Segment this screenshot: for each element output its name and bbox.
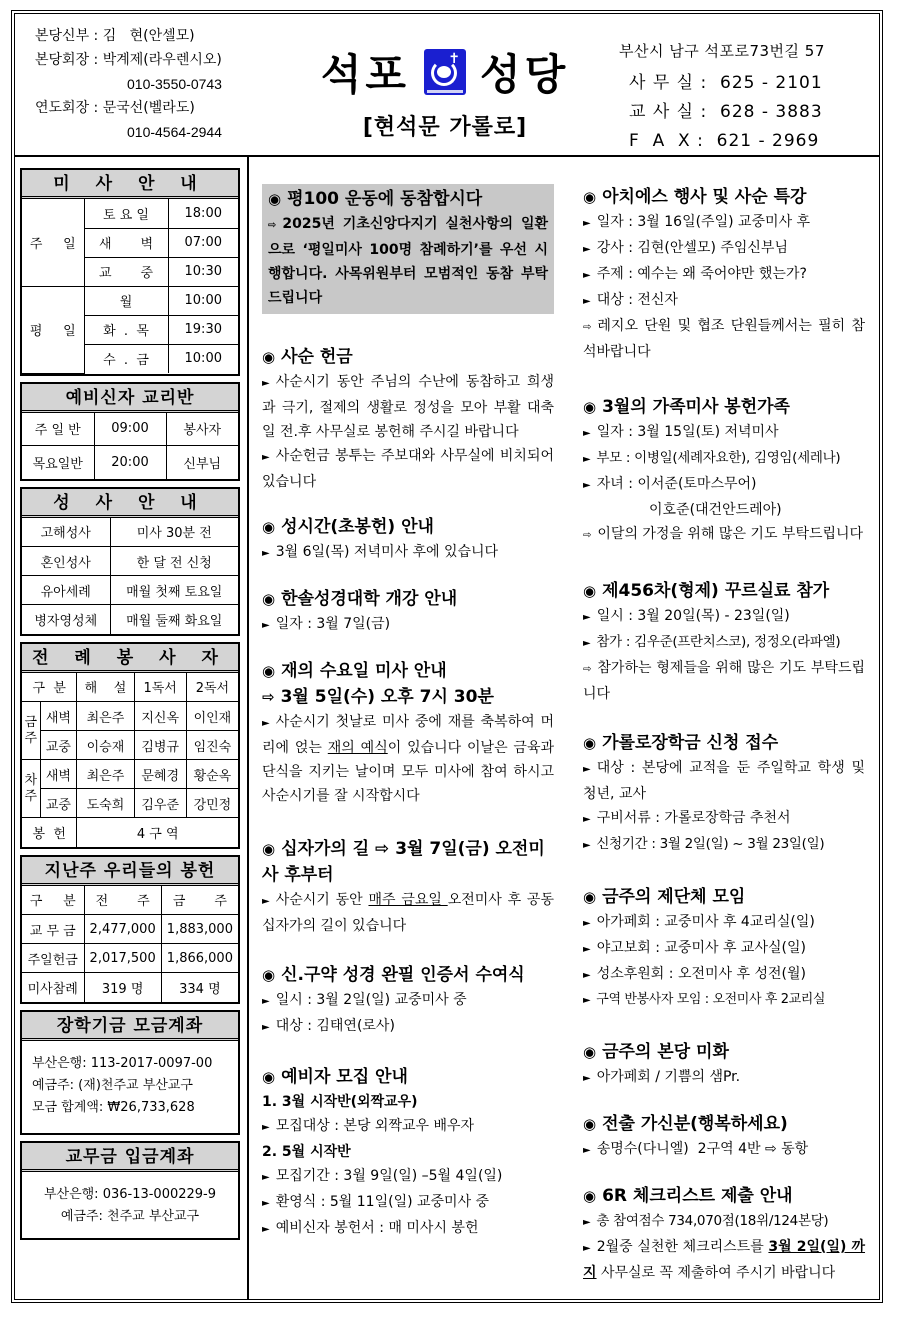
text: 2월중 실천한 체크리스트를	[596, 1239, 769, 1255]
section-bullet-icon: ◉	[262, 518, 276, 536]
table-row	[22, 518, 238, 547]
text: 한 달 전 신청	[110, 547, 238, 576]
table-row	[22, 673, 238, 702]
title-right: 성당	[480, 50, 570, 99]
text: 최은주	[77, 702, 134, 731]
pointer-icon: ►	[583, 612, 591, 623]
text: 화 . 목	[84, 315, 168, 344]
text: 교 중	[84, 257, 168, 286]
text: 09:00	[94, 413, 166, 446]
text: 교 사 실	[629, 102, 695, 122]
text: 레지오 단원 및 협조 단원들께서는 필히 참석바랍니다	[583, 318, 865, 360]
column-divider	[247, 157, 249, 1299]
text: 문국선(벨라도)	[102, 100, 195, 116]
text: 주 일	[22, 199, 84, 286]
text: 토 요 일	[84, 199, 168, 228]
table-row	[22, 944, 238, 973]
text: 매월 둘째 화요일	[110, 605, 238, 634]
text: 도숙희	[77, 789, 134, 818]
text: 강사 : 김현(안셀모) 주임신부님	[596, 240, 788, 256]
table-row	[22, 576, 238, 605]
text: 부산은행: 113-2017-0097-00	[32, 1055, 213, 1071]
offering-title: 지난주 우리들의 봉헌	[22, 857, 238, 886]
section-bullet-icon: ◉	[262, 966, 276, 984]
table-row	[22, 413, 238, 446]
dues-account-box	[20, 1141, 240, 1240]
dues-account-body	[22, 1172, 238, 1238]
table-row	[22, 731, 238, 760]
cursillo-section	[583, 578, 865, 706]
arrow-icon: ⇨	[268, 220, 277, 231]
pointer-icon: ►	[583, 1145, 591, 1156]
text: 새벽	[40, 760, 77, 789]
text: 일자 : 3월 16일(주일) 교중미사 후	[596, 214, 811, 230]
text: 평 일	[22, 286, 84, 373]
table-row	[22, 547, 238, 576]
parish-staff	[35, 24, 222, 144]
text: 교중	[40, 731, 77, 760]
president-phone: 010-3550-0743	[127, 76, 222, 92]
weekday-mass-campaign	[262, 184, 554, 314]
pastor-row: 본당신부 : 김 현(안셀모)	[35, 28, 195, 44]
address: 부산시 남구 석포로73번길 57	[619, 42, 825, 60]
sacraments-table	[22, 518, 238, 634]
text: 07:00	[168, 228, 238, 257]
section-bullet-icon: ◉	[583, 1043, 597, 1061]
text: 구비서류 : 가롤로장학금 추천서	[596, 810, 791, 826]
text: 1. 3월 시작반(외짝교우)	[262, 1094, 418, 1110]
text: 이호준(대건안드레아)	[649, 502, 782, 518]
text: 수 . 금	[84, 344, 168, 373]
lent-offering-section	[262, 344, 554, 494]
pointer-icon: ►	[583, 1073, 591, 1084]
text: 2025년 기초신앙다지기 실천사항의 일환으로 ‘평일미사 100명 참례하기’를 우선 시행합니다. 사목위원부터 모범적인 동참 부탁드립니다	[268, 216, 548, 306]
text: 6R 체크리스트 제출 안내	[602, 1186, 793, 1206]
text: 예금주: 천주교 부산교구	[60, 1208, 200, 1224]
text: 최은주	[77, 760, 134, 789]
pointer-icon: ►	[583, 840, 591, 851]
text: 일자 : 3월 7일(금)	[275, 616, 391, 632]
text: 한솔성경대학 개강 안내	[281, 589, 458, 609]
text: 2,017,500	[84, 944, 161, 973]
text: 4 구 역	[77, 818, 238, 847]
table-row	[22, 818, 238, 847]
parish-contact	[619, 40, 825, 156]
ash-wednesday-section	[262, 658, 554, 808]
mass-schedule-table	[22, 199, 238, 374]
text: 대상 : 본당에 교적을 둔 주일학교 학생 및 청년, 교사	[583, 760, 865, 802]
title-left: 석포	[320, 50, 410, 99]
text: 사무실로 꼭 제출하여 주시기 바랍니다	[596, 1265, 836, 1281]
table-row	[22, 915, 238, 944]
office-phone: 사 무 실 : 625 - 2101	[629, 73, 823, 93]
section-bullet-icon: ◉	[262, 662, 276, 680]
pointer-icon: ►	[583, 1243, 591, 1254]
text: 신부님	[166, 446, 238, 479]
text: 대상 : 김태연(로사)	[275, 1018, 395, 1034]
table-row	[22, 973, 238, 1002]
text: 주 일 반	[22, 413, 94, 446]
text: 구역 반봉사자 모임 : 오전미사 후 2교리실	[596, 992, 826, 1007]
text: 이 있습니다 이날은 금육과 단식을 지키는 날이며 모두 미사에 참여 하시고 사순시기를 잘 시작합시다	[262, 740, 554, 804]
scholarship-account-body	[22, 1041, 238, 1133]
pointer-icon: ►	[262, 996, 270, 1007]
text: 2,477,000	[84, 915, 161, 944]
text: 강민정	[186, 789, 238, 818]
bulletin-header	[15, 14, 879, 157]
text: 환영식 : 5월 11일(일) 교중미사 중	[275, 1194, 490, 1210]
checklist-section	[583, 1183, 865, 1285]
text: 매월 첫째 토요일	[110, 576, 238, 605]
section-bullet-icon: ◉	[583, 582, 597, 600]
pointer-icon: ►	[262, 718, 270, 729]
pointer-icon: ►	[262, 1224, 270, 1235]
text: 3월의 가족미사 봉헌가족	[602, 397, 790, 417]
text: 부산은행: 036-13-000229-9	[43, 1186, 217, 1202]
text: 628 - 3883	[720, 102, 823, 122]
text: 성소후원회 : 오전미사 후 성전(월)	[596, 966, 806, 982]
table-row	[22, 446, 238, 479]
text: 금주의 제단체 모임	[602, 887, 746, 907]
teacher-room-phone: 교 사 실 : 628 - 3883	[629, 102, 823, 122]
text: 대상 : 전신자	[596, 292, 678, 308]
text: 사 무 실	[629, 73, 695, 93]
pointer-icon: ►	[583, 970, 591, 981]
section-bullet-icon: ◉	[583, 1187, 597, 1205]
text: 3월 6일(목) 저녁미사 후에 있습니다	[275, 544, 499, 560]
offering-table	[22, 886, 238, 1002]
section-bullet-icon: ◉	[583, 888, 597, 906]
group-meetings-section	[583, 884, 865, 1013]
text: 김병규	[134, 731, 186, 760]
text: 1독서	[134, 673, 186, 702]
pointer-icon: ►	[583, 944, 591, 955]
text: 아가페회 / 기쁨의 샘Pr.	[596, 1069, 741, 1085]
transferred-out-section	[583, 1111, 865, 1163]
text: 2독서	[186, 673, 238, 702]
text: 2. 5월 시작반	[262, 1144, 351, 1160]
bible-college-section	[262, 586, 554, 638]
text: 334 명	[161, 973, 238, 1002]
text: 재의 예식	[327, 740, 388, 756]
section-bullet-icon: ◉	[262, 1068, 276, 1086]
table-row	[22, 605, 238, 634]
text: 621 - 2969	[716, 131, 820, 151]
text: 18:00	[168, 199, 238, 228]
text: 주일헌금	[22, 944, 84, 973]
text: 재의 수요일 미사 안내	[281, 661, 447, 681]
patron-subtitle: [현석문 가롤로]	[362, 115, 528, 140]
section-bullet-icon: ◉	[583, 1115, 597, 1133]
holy-hour-section	[262, 514, 554, 566]
text: 사순시기 동안	[275, 892, 369, 908]
text: 가롤로장학금 신청 접수	[602, 733, 779, 753]
pointer-icon: ►	[262, 548, 270, 559]
text: 1,866,000	[161, 944, 238, 973]
catechumen-class-title: 예비신자 교리반	[22, 384, 238, 413]
section-bullet-icon: ◉	[262, 590, 276, 608]
church-cleaning-section	[583, 1039, 865, 1091]
text: 319 명	[84, 973, 161, 1002]
text: 사순시기 첫날로 미사 중에 재를 축복하여 머리에 얹는	[262, 714, 554, 756]
catechumen-class-table	[22, 413, 238, 479]
pointer-icon: ►	[583, 764, 591, 775]
prayer-leader-row: 연도회장 : 문국선(벨라도)	[35, 100, 195, 116]
section-bullet-icon: ◉	[583, 734, 597, 752]
middle-column	[262, 184, 554, 1260]
pointer-icon: ►	[583, 995, 591, 1006]
pointer-icon: ►	[583, 638, 591, 649]
mass-schedule-title: 미 사 안 내	[22, 170, 238, 199]
text: 아가페회 : 교중미사 후 4교리실(일)	[596, 914, 815, 930]
text: 황순옥	[186, 760, 238, 789]
text: 새 벽	[84, 228, 168, 257]
text: 참가하는 형제들을 위해 많은 기도 부탁드립니다	[583, 660, 865, 702]
text: 오전미사 후 공동 십자가의 길이 있습니다	[262, 892, 554, 934]
scholarship-account-box	[20, 1010, 240, 1135]
pointer-icon: ►	[583, 918, 591, 929]
text: 625 - 2101	[720, 73, 823, 93]
text: 제456차(형제) 꾸르실료 참가	[602, 581, 830, 601]
parish-title	[315, 42, 575, 141]
text: 총 참여점수 734,070점(18위/124본당)	[596, 1213, 829, 1229]
pointer-icon: ►	[583, 1217, 591, 1228]
liturgy-servers-title: 전 례 봉 사 자	[22, 644, 238, 673]
pointer-icon: ►	[262, 620, 270, 631]
table-row	[22, 886, 238, 915]
table-row	[22, 789, 238, 818]
text: 봉사자	[166, 413, 238, 446]
pointer-icon: ►	[262, 896, 270, 907]
text: 임진숙	[186, 731, 238, 760]
text: 19:30	[168, 315, 238, 344]
pointer-icon: ►	[583, 244, 591, 255]
text: 야고보회 : 교중미사 후 교사실(일)	[596, 940, 806, 956]
section-bullet-icon: ◉	[583, 398, 597, 416]
text: 사순시기 동안 주님의 수난에 동참하고 희생과 극기, 절제의 생활로 정성을 모아 부활 대축일 전.후 사무실로 봉헌해 주시길 바랍니다	[262, 374, 554, 440]
catechumen-recruit-section	[262, 1064, 554, 1242]
text: 사순 헌금	[281, 347, 353, 367]
text: 3월 5일(수) 오후 7시 30분	[280, 687, 494, 707]
arrow-icon: ⇨	[583, 664, 592, 675]
text: 1,883,000	[161, 915, 238, 944]
pointer-icon: ►	[262, 1022, 270, 1033]
text: 전 주	[84, 886, 161, 915]
mass-schedule-box	[20, 168, 240, 376]
text: 일시 : 3월 20일(목) - 23일(일)	[596, 608, 790, 624]
pointer-icon: ►	[262, 1122, 270, 1133]
text: 혼인성사	[22, 547, 110, 576]
table-row	[22, 702, 238, 731]
text: 10:00	[168, 286, 238, 315]
text: 고해성사	[22, 518, 110, 547]
section-bullet-icon: ◉	[583, 188, 597, 206]
text: 10:00	[168, 344, 238, 373]
table-row	[22, 286, 238, 315]
text: 송명수(다니엘) 2구역 4반 ⇨ 동항	[596, 1141, 809, 1157]
text: 해 설	[77, 673, 134, 702]
family-mass-section	[583, 394, 865, 548]
pointer-icon: ►	[583, 480, 591, 491]
parish-logo-icon: ✝	[424, 49, 466, 95]
text: 예비자 모집 안내	[281, 1067, 408, 1087]
pointer-icon: ►	[262, 1172, 270, 1183]
text: 김 현(안셀모)	[102, 28, 195, 44]
text: 미사 30분 전	[110, 518, 238, 547]
text: 금주의 본당 미화	[602, 1042, 729, 1062]
text: 봉 헌	[22, 818, 77, 847]
text: 미사참례	[22, 973, 84, 1002]
acies-lecture-section	[583, 184, 865, 364]
text: 평100 운동에 동참합시다	[287, 189, 483, 209]
pointer-icon: ►	[583, 270, 591, 281]
text: F A X	[629, 131, 691, 151]
right-column	[583, 184, 865, 1303]
text: 신청기간 : 3월 2일(일) ~ 3월 23일(일)	[596, 836, 825, 852]
liturgy-servers-table	[22, 673, 238, 847]
text: 모집기간 : 3월 9일(일) –5월 4일(일)	[275, 1168, 503, 1184]
dues-account-title: 교무금 입금계좌	[22, 1143, 238, 1172]
text: 문혜경	[134, 760, 186, 789]
text: 본당신부	[35, 28, 90, 44]
section-bullet-icon: ◉	[268, 190, 282, 208]
text: 모집대상 : 본당 외짝교우 배우자	[275, 1118, 475, 1134]
text: 유아세례	[22, 576, 110, 605]
text: 매주 금요일	[368, 892, 448, 908]
text: 이달의 가정을 위해 많은 기도 부탁드립니다	[597, 526, 864, 542]
sacraments-title: 성 사 안 내	[22, 489, 238, 518]
president-row: 본당회장 : 박계제(라우렌시오)	[35, 52, 222, 68]
text: 신.구약 성경 완필 인증서 수여식	[281, 965, 525, 985]
table-row	[22, 199, 238, 228]
way-of-cross-section	[262, 836, 554, 938]
arrow-icon: ⇨	[583, 530, 592, 541]
table-row	[22, 760, 238, 789]
text: 성시간(초봉헌) 안내	[281, 517, 434, 537]
text: 연도회장	[35, 100, 90, 116]
text: 자녀 : 이서준(토마스무어)	[596, 476, 757, 492]
arrow-icon: ⇨	[262, 688, 275, 706]
text: 차주	[22, 760, 40, 818]
text: 아치에스 행사 및 사순 특강	[602, 187, 807, 207]
pointer-icon: ►	[583, 428, 591, 439]
pointer-icon: ►	[583, 218, 591, 229]
text: 전출 가신분(행복하세요)	[602, 1114, 788, 1134]
text: 사순헌금 봉투는 주보대와 사무실에 비치되어 있습니다	[262, 448, 554, 490]
bulletin-page	[11, 10, 883, 1303]
left-sidebar	[20, 168, 240, 1246]
pointer-icon: ►	[262, 378, 270, 389]
text: 월	[84, 286, 168, 315]
text: 부모 : 이병일(세례자요한), 김영임(세레나)	[596, 450, 841, 466]
text: 금 주	[161, 886, 238, 915]
bible-transcription-section	[262, 962, 554, 1040]
text: 예비신자 봉헌서 : 매 미사시 봉헌	[275, 1220, 479, 1236]
scholarship-account-title: 장학기금 모금계좌	[22, 1012, 238, 1041]
text: 일자 : 3월 15일(토) 저녁미사	[596, 424, 779, 440]
text: 참가 : 김우준(프란치스코), 정정오(라파엘)	[596, 634, 841, 650]
text: 일시 : 3월 2일(일) 교중미사 중	[275, 992, 467, 1008]
text: 본당회장	[35, 52, 90, 68]
liturgy-servers-box	[20, 642, 240, 849]
text: 주제 : 예수는 왜 죽어야만 했는가?	[596, 266, 807, 282]
offering-box	[20, 855, 240, 1004]
text: 구 분	[22, 886, 84, 915]
text: 교 무 금	[22, 915, 84, 944]
arrow-icon: ⇨	[583, 322, 592, 333]
sacraments-box	[20, 487, 240, 636]
pointer-icon: ►	[262, 1198, 270, 1209]
section-bullet-icon: ◉	[262, 840, 276, 858]
text: 박계제(라우렌시오)	[102, 52, 222, 68]
text: 새벽	[40, 702, 77, 731]
fax-number: F A X : 621 - 2969	[629, 131, 820, 151]
section-bullet-icon: ◉	[262, 348, 276, 366]
pointer-icon: ►	[583, 454, 591, 465]
text: 예금주: (재)천주교 부산교구	[32, 1077, 193, 1093]
text: 이인재	[186, 702, 238, 731]
text: 병자영성체	[22, 605, 110, 634]
text: 모금 합계액: ₩26,733,628	[32, 1099, 195, 1115]
text: 구 분	[22, 673, 77, 702]
scholarship-application-section	[583, 730, 865, 858]
text: 이승재	[77, 731, 134, 760]
text: 김우준	[134, 789, 186, 818]
text: 20:00	[94, 446, 166, 479]
text: 지신옥	[134, 702, 186, 731]
text: 십자가의 길 ⇨ 3월 7일(금) 오전미사 후부터	[262, 839, 545, 885]
prayer-leader-phone: 010-4564-2944	[127, 124, 222, 140]
text: 금주	[22, 702, 40, 760]
text: 10:30	[168, 257, 238, 286]
text: 3월 2일(일) 까지	[583, 1239, 866, 1281]
text: 교중	[40, 789, 77, 818]
pointer-icon: ►	[583, 814, 591, 825]
catechumen-class-box	[20, 382, 240, 481]
pointer-icon: ►	[583, 296, 591, 307]
pointer-icon: ►	[262, 452, 270, 463]
text: 목요일반	[22, 446, 94, 479]
